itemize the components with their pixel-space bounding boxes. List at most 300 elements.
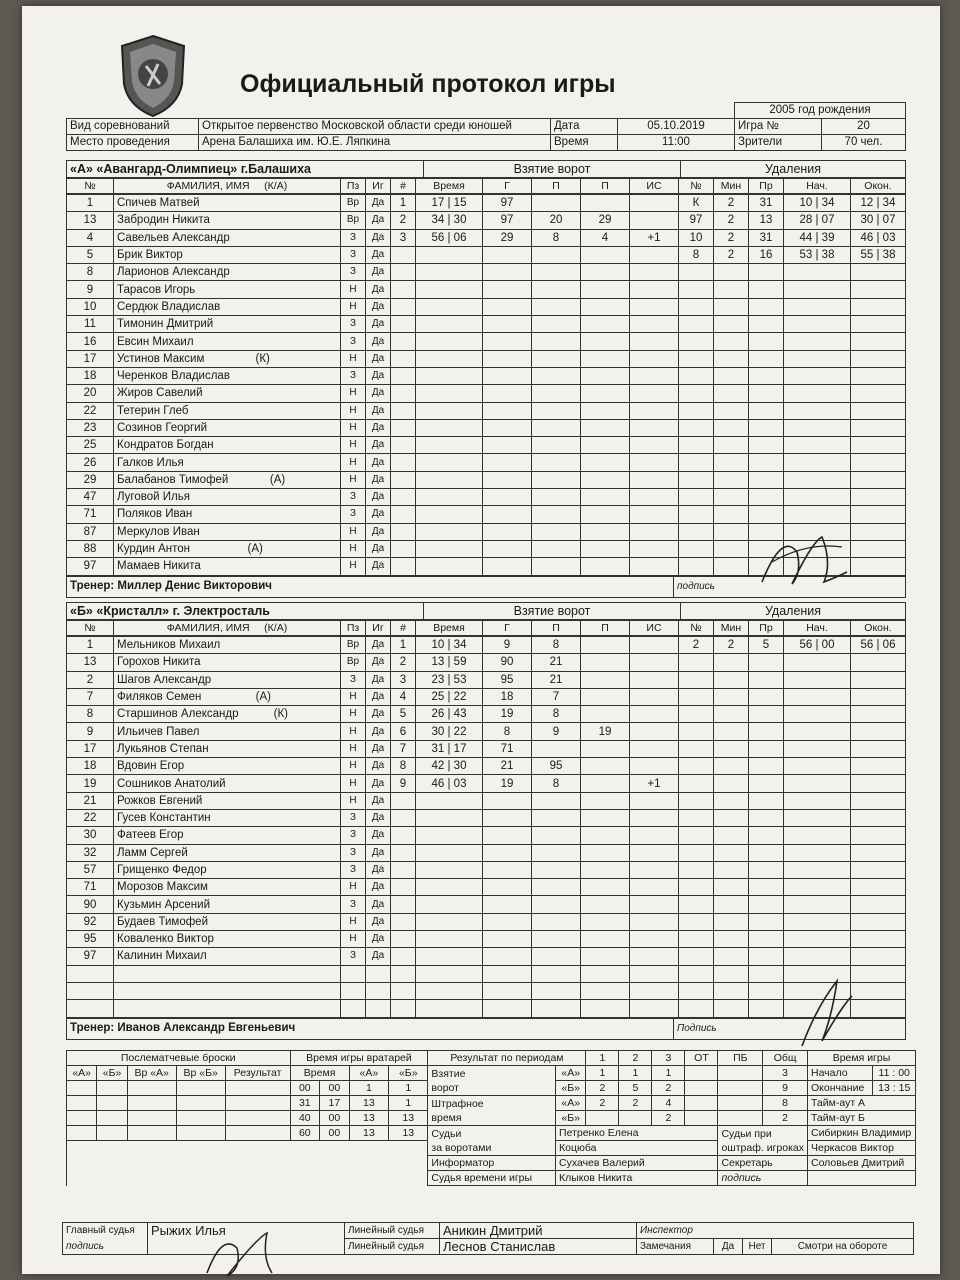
player-position: Н [341, 350, 366, 367]
col-pos: Пз [341, 179, 366, 194]
player-played: Да [366, 540, 391, 557]
goal-time [416, 264, 483, 281]
player-number: 10 [67, 298, 114, 315]
shootout-title: Послематчевые броски [67, 1051, 291, 1066]
penalty-end [851, 523, 906, 540]
player-name: Рожков Евгений [114, 792, 341, 809]
goal-scorer [483, 316, 532, 333]
player-number: 18 [67, 758, 114, 775]
col-goal-time: Время [416, 179, 483, 194]
goal-assist1 [532, 740, 581, 757]
timeout-a: Тайм-аут А [807, 1096, 915, 1111]
player-played: Да [366, 454, 391, 471]
goal-index [391, 896, 416, 913]
goal-assist2 [581, 298, 630, 315]
player-number [67, 1000, 114, 1017]
penalty-end: 56 | 06 [851, 637, 906, 654]
goal-time [416, 965, 483, 982]
goal-situation [630, 948, 679, 965]
player-position: З [341, 367, 366, 384]
date-label: Дата [551, 119, 618, 135]
goal-assist1 [532, 298, 581, 315]
table-row [67, 437, 906, 454]
shootout-cell [225, 1126, 290, 1141]
team-b-title: «Б» «Кристалл» г. Электросталь [67, 603, 424, 620]
goal-scorer [483, 246, 532, 263]
goal-index [391, 419, 416, 436]
spectators-value: 70 чел. [822, 135, 906, 151]
penalty-start [784, 489, 851, 506]
table-row [67, 506, 906, 523]
penalty-minutes [714, 913, 749, 930]
penalty-player [679, 367, 714, 384]
linesman-1-label: Линейный судья [345, 1223, 440, 1239]
shootout-cell [67, 1081, 97, 1096]
penalty-reason [749, 706, 784, 723]
player-name: Спичев Матвей [114, 195, 341, 212]
goal-assist1 [532, 879, 581, 896]
goal-situation [630, 654, 679, 671]
table-row [67, 965, 906, 982]
period-cell: 9 [763, 1081, 808, 1096]
player-name: Ламм Сергей [114, 844, 341, 861]
goalie-cell: 13 [389, 1126, 428, 1141]
period-cell: 2 [763, 1111, 808, 1126]
goal-scorer [483, 523, 532, 540]
player-position: Н [341, 523, 366, 540]
penalty-end [851, 671, 906, 688]
linesman-2-name: Леснов Станислав [440, 1239, 637, 1255]
player-played: Да [366, 558, 391, 575]
goal-index [391, 523, 416, 540]
goal-situation [630, 195, 679, 212]
penalty-start [784, 706, 851, 723]
goal-assist1 [532, 264, 581, 281]
player-position: Н [341, 419, 366, 436]
penalty-reason [749, 861, 784, 878]
shootout-cell [67, 1096, 97, 1111]
player-position: Вр [341, 195, 366, 212]
player-position: Н [341, 792, 366, 809]
player-played: Да [366, 385, 391, 402]
penalty-player [679, 489, 714, 506]
goal-scorer: 19 [483, 775, 532, 792]
player-played: Да [366, 671, 391, 688]
penalty-start [784, 367, 851, 384]
penalty-minutes [714, 385, 749, 402]
table-row [67, 913, 906, 930]
col-no: № [67, 621, 114, 636]
goal-situation [630, 879, 679, 896]
player-name: Ильичев Павел [114, 723, 341, 740]
player-name: Горохов Никита [114, 654, 341, 671]
col-pen-reason: Пр [749, 621, 784, 636]
timekeeper-name: Клыков Никита [556, 1171, 718, 1186]
secretary-label: Секретарь [718, 1156, 808, 1171]
col-assist2: П [581, 179, 630, 194]
shootout-cell [127, 1126, 176, 1141]
player-name: Галков Илья [114, 454, 341, 471]
goals-label: Взятие ворот [428, 1066, 556, 1096]
player-played: Да [366, 654, 391, 671]
goal-assist1 [532, 913, 581, 930]
goal-time: 30 | 22 [416, 723, 483, 740]
goal-index [391, 454, 416, 471]
shootout-cell [225, 1081, 290, 1096]
penalty-start [784, 723, 851, 740]
goal-assist2 [581, 489, 630, 506]
goal-scorer: 97 [483, 195, 532, 212]
player-number [67, 965, 114, 982]
table-row [67, 792, 906, 809]
penalty-player [679, 948, 714, 965]
goal-assist2 [581, 1000, 630, 1017]
table-row [67, 454, 906, 471]
goal-situation [630, 740, 679, 757]
penalty-minutes [714, 540, 749, 557]
player-number: 47 [67, 489, 114, 506]
shootout-cell [67, 1126, 97, 1141]
penalty-end [851, 367, 906, 384]
penalty-reason: 13 [749, 212, 784, 229]
goal-scorer [483, 982, 532, 999]
goalie-cell: 1 [389, 1096, 428, 1111]
goal-scorer [483, 948, 532, 965]
player-played: Да [366, 402, 391, 419]
table-row [67, 775, 906, 792]
player-number: 2 [67, 671, 114, 688]
officials-signature-label: подпись [718, 1171, 808, 1186]
penalty-end [851, 333, 906, 350]
penalty-end [851, 316, 906, 333]
player-position: З [341, 844, 366, 861]
penalty-end [851, 827, 906, 844]
shootout-cell [176, 1096, 225, 1111]
player-played: Да [366, 792, 391, 809]
penalty-player [679, 982, 714, 999]
player-played: Да [366, 506, 391, 523]
goal-assist1 [532, 558, 581, 575]
penalty-minutes [714, 367, 749, 384]
goal-scorer [483, 471, 532, 488]
player-played: Да [366, 913, 391, 930]
team-b-signature-icon [792, 976, 862, 1051]
player-name: Тетерин Глеб [114, 402, 341, 419]
goal-assist2: 29 [581, 212, 630, 229]
col-goal-scorer: Г [483, 621, 532, 636]
goal-time [416, 879, 483, 896]
goal-scorer [483, 489, 532, 506]
goal-assist2 [581, 264, 630, 281]
player-name: Мамаев Никита [114, 558, 341, 575]
goal-assist1 [532, 844, 581, 861]
table-row [67, 367, 906, 384]
goal-index [391, 489, 416, 506]
goal-index [391, 437, 416, 454]
shootout-cell [225, 1111, 290, 1126]
goal-index: 9 [391, 775, 416, 792]
player-number: 90 [67, 896, 114, 913]
penalty-end [851, 454, 906, 471]
penalty-reason [749, 419, 784, 436]
col-goal-idx: # [391, 179, 416, 194]
penalty-end [851, 402, 906, 419]
player-number: 92 [67, 913, 114, 930]
penalty-reason [749, 879, 784, 896]
period-1-head: 1 [586, 1051, 619, 1066]
penalty-reason [749, 489, 784, 506]
blank-area [67, 1141, 428, 1186]
spectators-label: Зрители [735, 135, 822, 151]
goal-time [416, 281, 483, 298]
goalie-cell: 00 [320, 1111, 350, 1126]
goal-scorer: 19 [483, 706, 532, 723]
penalty-judge-2: Черкасов Виктор [807, 1141, 915, 1156]
goal-situation [630, 1000, 679, 1017]
period-cell [685, 1081, 718, 1096]
start-label: Начало [807, 1066, 872, 1081]
goal-scorer [483, 931, 532, 948]
goalie-col-time: Время [290, 1066, 349, 1081]
player-played: Да [366, 367, 391, 384]
penalty-reason [749, 982, 784, 999]
table-row [67, 982, 906, 999]
table-row [67, 948, 906, 965]
timekeeper-label: Судья времени игры [428, 1171, 556, 1186]
goal-scorer [483, 827, 532, 844]
goal-assist1 [532, 316, 581, 333]
penalty-reason [749, 333, 784, 350]
goal-scorer [483, 402, 532, 419]
goal-time: 10 | 34 [416, 637, 483, 654]
penalty-minutes [714, 896, 749, 913]
penalty-minutes [714, 489, 749, 506]
period-cell [718, 1066, 763, 1081]
period-cell: 2 [652, 1111, 685, 1126]
player-name: Вдовин Егор [114, 758, 341, 775]
table-row [67, 419, 906, 436]
player-position: З [341, 229, 366, 246]
goal-time [416, 489, 483, 506]
goal-time: 13 | 59 [416, 654, 483, 671]
goal-assist1 [532, 281, 581, 298]
player-number: 26 [67, 454, 114, 471]
goal-assist2 [581, 281, 630, 298]
penalty-start [784, 775, 851, 792]
goal-scorer [483, 792, 532, 809]
goal-index: 5 [391, 706, 416, 723]
penalty-start [784, 654, 851, 671]
goalie-cell: 60 [290, 1126, 320, 1141]
goal-assist2 [581, 637, 630, 654]
penalty-player [679, 758, 714, 775]
referee-signature-icon [202, 1228, 282, 1278]
penalty-player: 8 [679, 246, 714, 263]
goal-time [416, 809, 483, 826]
penalty-reason [749, 827, 784, 844]
goal-situation: +1 [630, 775, 679, 792]
goal-scorer: 95 [483, 671, 532, 688]
protocol-sheet [22, 6, 940, 1274]
linesman-2-label: Линейный судья [345, 1239, 440, 1255]
goal-time [416, 523, 483, 540]
goal-situation [630, 792, 679, 809]
game-time-title: Время игры [807, 1051, 915, 1066]
player-position: З [341, 861, 366, 878]
goal-index [391, 558, 416, 575]
goal-assist2 [581, 333, 630, 350]
penalty-reason [749, 316, 784, 333]
goal-index [391, 931, 416, 948]
goal-scorer [483, 454, 532, 471]
goal-assist1 [532, 246, 581, 263]
penalty-player [679, 896, 714, 913]
player-position: З [341, 316, 366, 333]
penalty-minutes [714, 827, 749, 844]
goal-time [416, 437, 483, 454]
player-name: Будаев Тимофей [114, 913, 341, 930]
penalty-start [784, 948, 851, 965]
goal-scorer [483, 879, 532, 896]
goalie-cell: 00 [320, 1126, 350, 1141]
goal-time: 56 | 06 [416, 229, 483, 246]
game-no-value: 20 [822, 119, 906, 135]
player-name: Поляков Иван [114, 506, 341, 523]
shootout-cell [127, 1096, 176, 1111]
remarks-label: Замечания [637, 1239, 714, 1255]
col-situation: ИС [630, 179, 679, 194]
penalty-minutes [714, 523, 749, 540]
player-number: 19 [67, 775, 114, 792]
table-row [67, 931, 906, 948]
penalty-player [679, 688, 714, 705]
venue-label: Место проведения [67, 135, 199, 151]
period-total-head: Общ [763, 1051, 808, 1066]
player-position: З [341, 671, 366, 688]
player-number: 4 [67, 229, 114, 246]
penalty-end [851, 913, 906, 930]
goal-index: 4 [391, 688, 416, 705]
player-position: З [341, 827, 366, 844]
penalty-reason [749, 758, 784, 775]
goal-assist1 [532, 523, 581, 540]
player-position: Н [341, 706, 366, 723]
goal-index [391, 540, 416, 557]
penalty-reason [749, 367, 784, 384]
goal-time [416, 454, 483, 471]
table-row [67, 809, 906, 826]
penalty-judges-label: Судьи при оштраф. игроках [718, 1126, 808, 1156]
penalty-start [784, 758, 851, 775]
goal-assist2 [581, 437, 630, 454]
goal-scorer: 90 [483, 654, 532, 671]
goal-index [391, 316, 416, 333]
goal-assist1: 21 [532, 654, 581, 671]
penalty-minutes [714, 316, 749, 333]
goal-index [391, 861, 416, 878]
player-name: Меркулов Иван [114, 523, 341, 540]
goal-index [391, 264, 416, 281]
goal-situation [630, 723, 679, 740]
penalty-reason [749, 654, 784, 671]
goal-judges-label: Судьи за воротами [428, 1126, 556, 1156]
goal-assist2 [581, 654, 630, 671]
player-name: Грищенко Федор [114, 861, 341, 878]
table-row [67, 212, 906, 229]
player-played: Да [366, 948, 391, 965]
shootout-col-gb: Вр «Б» [176, 1066, 225, 1081]
table-row [67, 264, 906, 281]
player-played [366, 1000, 391, 1017]
goal-scorer [483, 333, 532, 350]
goal-situation [630, 637, 679, 654]
penalty-minutes [714, 948, 749, 965]
penalty-reason [749, 350, 784, 367]
goal-assist2 [581, 965, 630, 982]
penalty-player [679, 723, 714, 740]
player-played [366, 982, 391, 999]
penalty-reason [749, 948, 784, 965]
goal-scorer: 21 [483, 758, 532, 775]
goal-scorer: 8 [483, 723, 532, 740]
player-played: Да [366, 229, 391, 246]
shootout-cell [97, 1111, 127, 1126]
penalty-reason [749, 402, 784, 419]
goal-index [391, 809, 416, 826]
informer-name: Сухачев Валерий [556, 1156, 718, 1171]
goal-time [416, 419, 483, 436]
player-number: 25 [67, 437, 114, 454]
player-number: 13 [67, 654, 114, 671]
goal-index: 1 [391, 637, 416, 654]
competition-label: Вид соревнований [67, 119, 199, 135]
table-row [67, 489, 906, 506]
player-position: Вр [341, 212, 366, 229]
penalty-player [679, 654, 714, 671]
player-played: Да [366, 419, 391, 436]
penalty-minutes [714, 775, 749, 792]
penalty-player [679, 740, 714, 757]
goalie-cell: 40 [290, 1111, 320, 1126]
goal-time: 42 | 30 [416, 758, 483, 775]
period-3-head: 3 [652, 1051, 685, 1066]
goal-time [416, 540, 483, 557]
penalty-end [851, 775, 906, 792]
player-name: Сошников Анатолий [114, 775, 341, 792]
end-time: 13 : 15 [873, 1081, 916, 1096]
goal-time [416, 350, 483, 367]
col-name: ФАМИЛИЯ, ИМЯ (К/А) [114, 179, 341, 194]
penalty-start [784, 350, 851, 367]
table-row [67, 844, 906, 861]
goal-situation [630, 671, 679, 688]
penalty-player: 10 [679, 229, 714, 246]
table-row [67, 402, 906, 419]
goal-assist1 [532, 540, 581, 557]
player-name: Брик Виктор [114, 246, 341, 263]
player-played: Да [366, 758, 391, 775]
penalty-end [851, 809, 906, 826]
player-number: 8 [67, 706, 114, 723]
goal-assist1: 8 [532, 775, 581, 792]
goal-situation [630, 264, 679, 281]
summary-section [66, 1050, 916, 1186]
goal-time [416, 982, 483, 999]
period-cell [718, 1111, 763, 1126]
table-row [67, 758, 906, 775]
player-position: Вр [341, 654, 366, 671]
penalty-reason [749, 723, 784, 740]
